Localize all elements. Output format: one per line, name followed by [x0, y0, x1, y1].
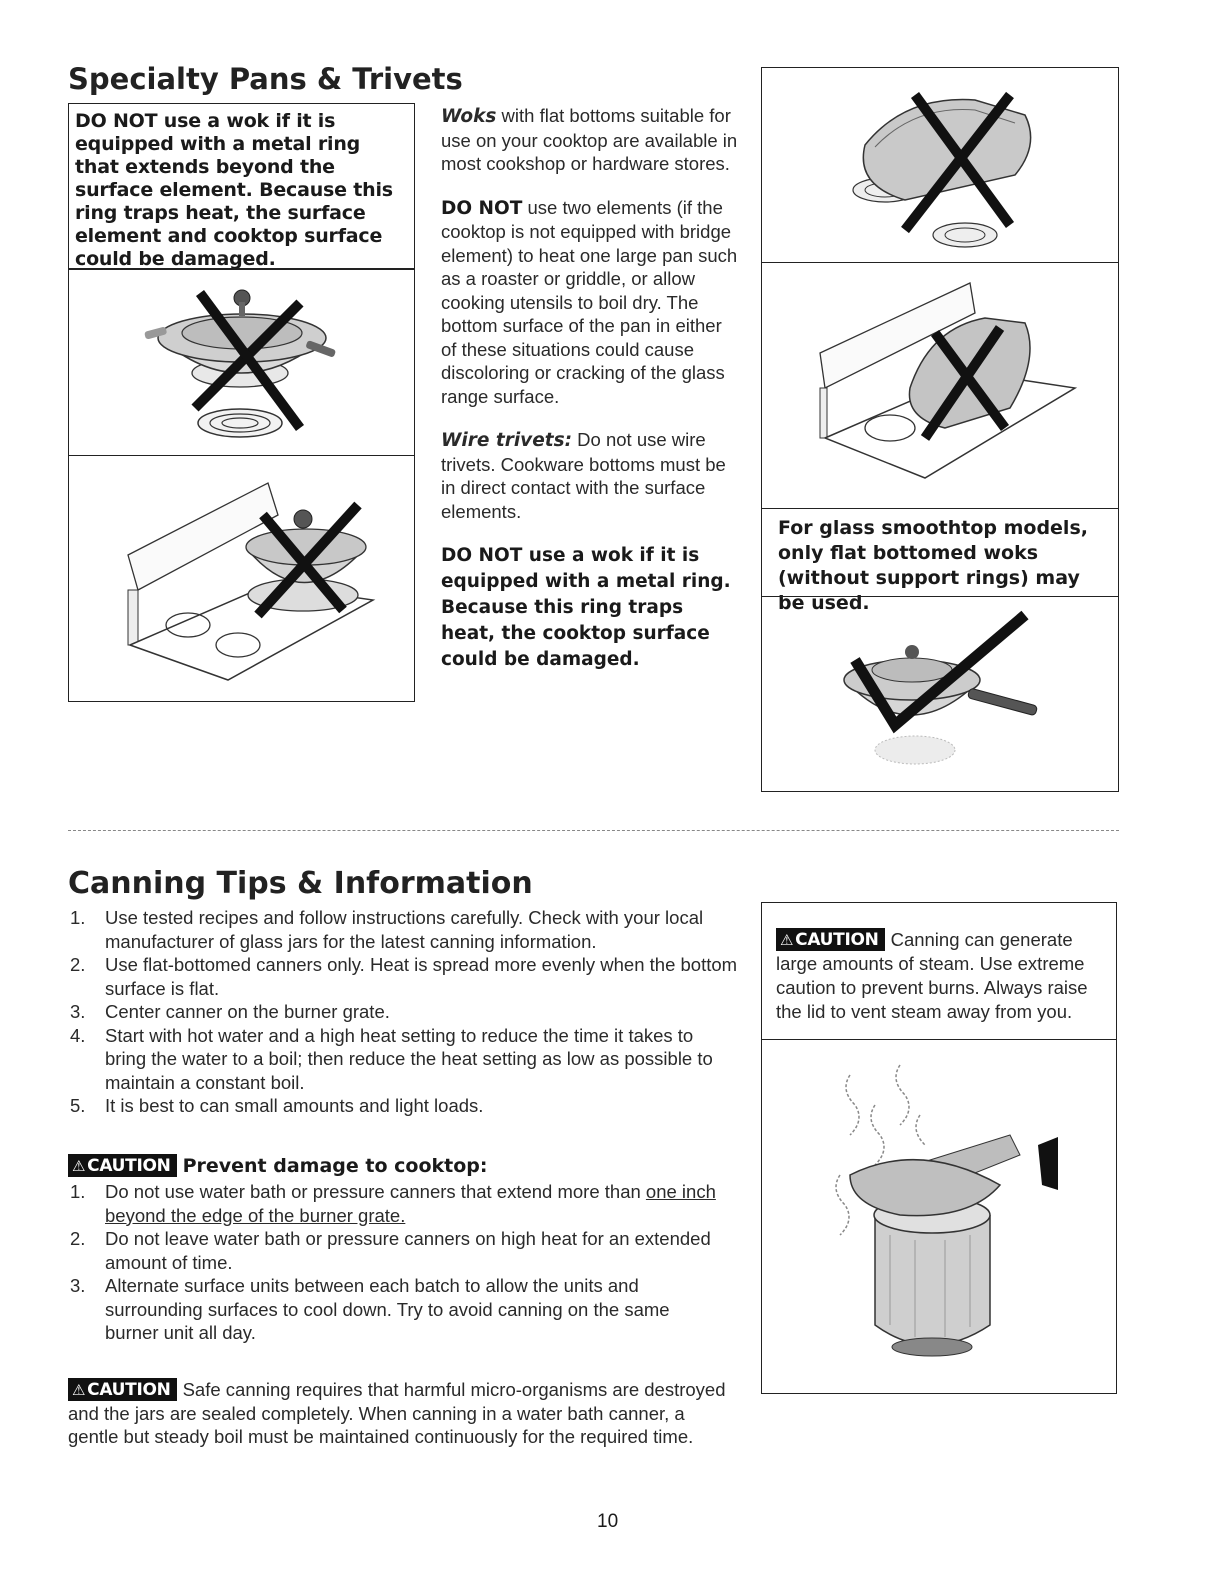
- section-title-specialty-pans: Specialty Pans & Trivets: [68, 62, 463, 96]
- page-number: 10: [597, 1511, 619, 1532]
- warning-triangle-icon: ⚠: [72, 1381, 86, 1399]
- wok-on-glass-cooktop-illustration: [118, 475, 388, 685]
- two-elements-paragraph: DO NOT use two elements (if the cooktop is not equipped with bridge element) to heat one large pan such as a roaster or griddle, or allow cooking utensils to boil dry. The bottom surface of the pan in either of these situations could cause discoloring or cracking of the glass range surface.: [441, 196, 738, 407]
- canning-tips-list: [68, 906, 738, 1118]
- warning-triangle-icon: ⚠: [780, 931, 794, 949]
- canner-pot-steam-illustration: [820, 1055, 1070, 1375]
- list-item: 2. Do not leave water bath or pressure canners on high heat for an extended amount of time.: [70, 1228, 711, 1273]
- wok-ring-warning: DO NOT use a wok if it is equipped with a metal ring that extends beyond the surface element. Because this ring traps heat, the surface element and cooktop surface could be damaged.: [68, 103, 415, 270]
- pans-text-column: [441, 104, 741, 693]
- wok-metal-ring-warning: DO NOT use a wok if it is equipped with a metal ring. Because this ring traps heat, the cooktop surface could be damaged.: [441, 545, 731, 670]
- caution-steam: ⚠ CAUTION Canning can generate large amounts of steam. Use extreme caution to prevent burns. Always raise the lid to vent steam away from you.: [776, 929, 1088, 1022]
- list-item: 3. Center canner on the burner grate.: [70, 1001, 390, 1022]
- flat-wok-approved-illustration: [840, 610, 1050, 780]
- section-title-canning-tips: Canning Tips & Information: [68, 866, 533, 901]
- list-item: 1. Do not use water bath or pressure canners that extend more than one inch beyond the edge of the burner grate.: [70, 1181, 716, 1226]
- roaster-on-glass-cooktop-illustration: [815, 278, 1085, 488]
- woks-paragraph: Woks with flat bottoms suitable for use on your cooktop are available in most cookshop or hardware stores.: [441, 105, 738, 174]
- caution-prevent-damage-heading: ⚠ CAUTION Prevent damage to cooktop:: [68, 1154, 488, 1179]
- warning-triangle-icon: ⚠: [72, 1157, 86, 1175]
- section-divider: [68, 830, 1119, 831]
- list-item: 2. Use flat-bottomed canners only. Heat is spread more evenly when the bottom surface is flat.: [70, 954, 738, 999]
- list-item: 4. Start with hot water and a high heat setting to reduce the time it takes to bring the water to a boil; then reduce the heat setting as low as possible to maintain a constant boil.: [70, 1024, 713, 1093]
- right-image-divider: [761, 262, 1119, 263]
- list-item: 5. It is best to can small amounts and light loads.: [70, 1095, 484, 1116]
- glass-note-divider: [761, 596, 1119, 597]
- roaster-on-coil-illustration: [845, 75, 1045, 255]
- wire-trivets-paragraph: Wire trivets: Do not use wire trivets. Cookware bottoms must be in direct contact with the surface elements.: [441, 429, 726, 522]
- caution-badge: ⚠ CAUTION: [68, 1378, 177, 1401]
- glass-smoothtop-note: For glass smoothtop models, only flat bottomed woks (without support rings) may be used.: [778, 517, 1088, 614]
- steam-caution-divider: [761, 1039, 1117, 1040]
- list-item: 3. Alternate surface units between each batch to allow the units and surrounding surfaces to cool down. Try to avoid canning on the same burner unit all day.: [70, 1275, 670, 1343]
- wok-on-coil-illustration: [140, 278, 350, 448]
- list-item: 1. Use tested recipes and follow instructions carefully. Check with your local manufacturer of glass jars for the latest canning information.: [70, 907, 704, 952]
- caution-damage-list: [68, 1180, 718, 1345]
- caution-badge: ⚠ CAUTION: [776, 928, 885, 951]
- caution-badge: ⚠ CAUTION: [68, 1154, 177, 1177]
- caution-safe-canning: ⚠ CAUTION Safe canning requires that harmful micro-organisms are destroyed and the jars are sealed completely. When canning in a water bath canner, a gentle but steady boil must be maintained continuously for the required time.: [68, 1379, 726, 1447]
- left-image-divider: [68, 455, 415, 456]
